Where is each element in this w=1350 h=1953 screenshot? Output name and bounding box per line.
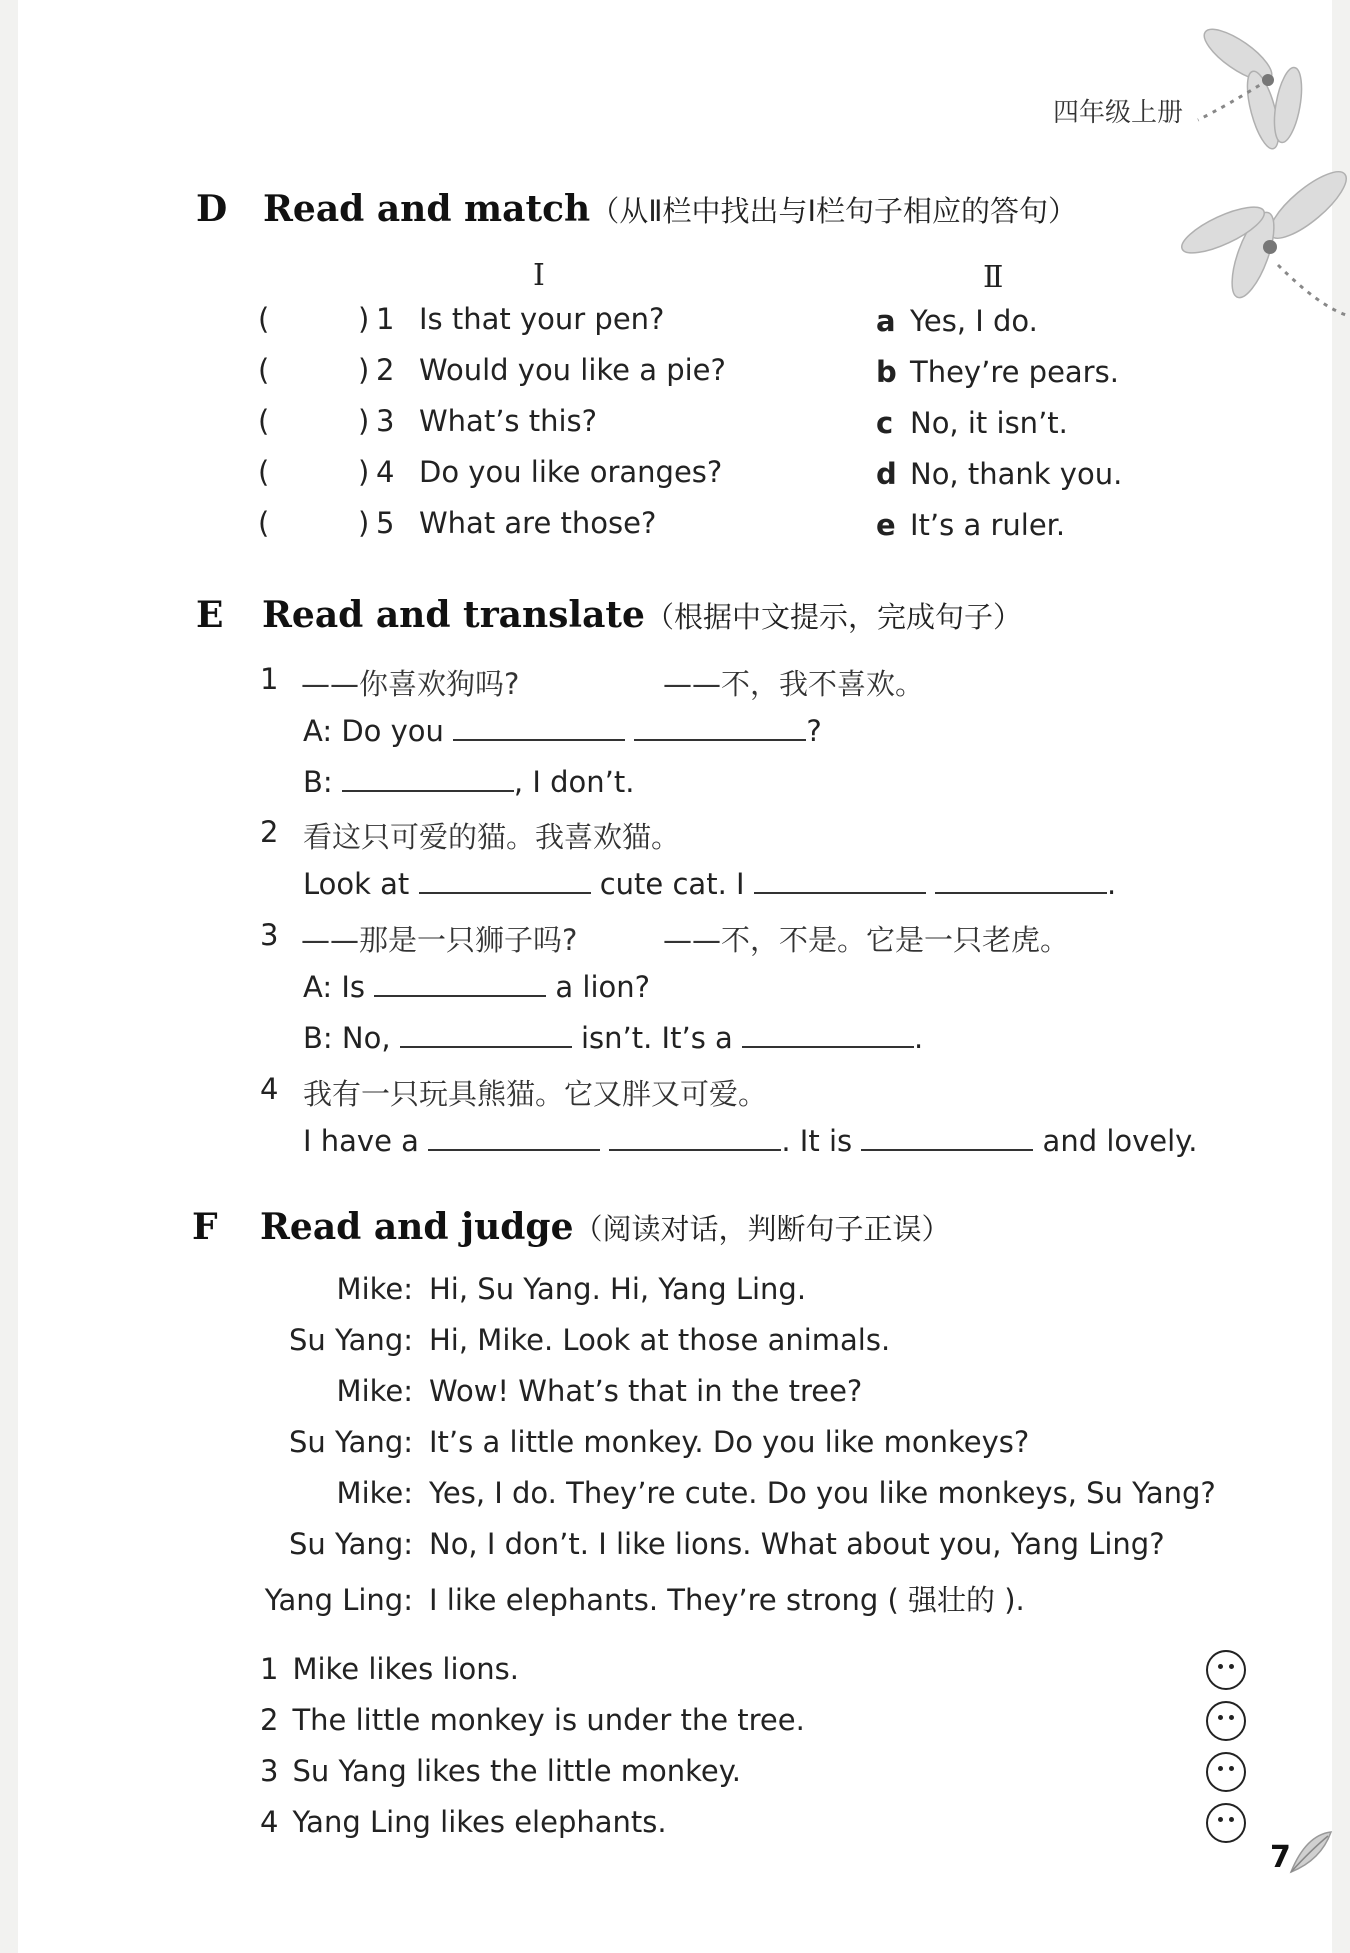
answer-letter: a — [876, 304, 896, 338]
answer-paren-close: ) — [358, 404, 370, 438]
section-d-heading — [263, 188, 1077, 230]
judge-face-icon[interactable] — [1206, 1752, 1246, 1792]
dialogue-text: No, I don’t. I like lions. What about you, Yang Ling? — [429, 1527, 1165, 1561]
face-eye — [1229, 1664, 1234, 1669]
dialogue-text: It’s a little monkey. Do you like monkeys? — [429, 1425, 1030, 1459]
judge-statement — [260, 1703, 805, 1737]
answer-blank[interactable] — [400, 1020, 572, 1048]
dialogue-line — [263, 1272, 806, 1306]
answer-paren-close: ) — [358, 353, 370, 387]
section-e-note: （根据中文提示，完成句子） — [644, 600, 1022, 634]
answer-letter: c — [876, 406, 894, 440]
judge-statement — [260, 1652, 519, 1686]
question-3-chinese-a: ——那是一只狮子吗? — [301, 923, 578, 957]
dialogue-line — [263, 1578, 1025, 1619]
answer-text: It’s a ruler. — [910, 508, 1066, 542]
answer-letter: d — [876, 457, 897, 491]
speaker-name: Yang Ling: — [264, 1583, 413, 1617]
question-text: Is that your pen? — [419, 302, 665, 336]
statement-text: The little monkey is under the tree. — [292, 1703, 805, 1737]
line-text: a lion? — [555, 970, 651, 1004]
answer-paren-open: ( — [258, 506, 270, 540]
face-eye — [1218, 1715, 1223, 1720]
question-3-chinese-b: ——不，不是。它是一只老虎。 — [663, 923, 1070, 957]
face-eye — [1229, 1715, 1234, 1720]
section-e-letter: E — [196, 594, 224, 636]
statement-number: 4 — [260, 1805, 279, 1839]
line-text: isn’t. It’s a — [580, 1021, 733, 1055]
workbook-page — [18, 0, 1332, 1953]
answer-text: Yes, I do. — [910, 304, 1038, 338]
dialogue-text: I like elephants. They’re strong ( 强壮的 ). — [429, 1583, 1025, 1617]
question-1-line-b — [303, 764, 634, 799]
page-number: 7 — [1270, 1840, 1291, 1875]
question-1-chinese-a: ——你喜欢狗吗? — [301, 667, 520, 701]
leaf-icon — [1286, 1830, 1336, 1880]
question-4-line — [303, 1123, 1197, 1158]
section-e-heading — [262, 594, 1022, 636]
dialogue-line — [263, 1374, 862, 1408]
question-2-line — [303, 866, 1116, 901]
section-d-note: （从Ⅱ栏中找出与Ⅰ栏句子相应的答句） — [590, 194, 1078, 228]
answer-paren-close: ) — [358, 506, 370, 540]
question-text: What are those? — [419, 506, 657, 540]
answer-blank[interactable] — [754, 866, 926, 894]
question-text: Do you like oranges? — [419, 455, 723, 489]
question-4-chinese: 我有一只玩具熊猫。它又胖又可爱。 — [303, 1077, 768, 1111]
dialogue-line — [263, 1323, 890, 1357]
section-f-note: （阅读对话，判断句子正误） — [573, 1212, 951, 1246]
line-text: . It is — [781, 1124, 853, 1158]
section-e-title: Read and translate — [262, 594, 645, 636]
dialogue-line — [263, 1527, 1165, 1561]
statement-number: 2 — [260, 1703, 279, 1737]
section-f-letter: F — [192, 1206, 218, 1248]
statement-number: 1 — [260, 1652, 279, 1686]
speaker-name: Mike: — [336, 1374, 413, 1408]
face-eye — [1218, 1766, 1223, 1771]
answer-letter: b — [876, 355, 897, 389]
answer-text: They’re pears. — [910, 355, 1119, 389]
question-1-line-a — [303, 713, 822, 748]
answer-blank[interactable] — [374, 969, 546, 997]
line-text: , I don’t. — [513, 765, 635, 799]
answer-blank[interactable] — [428, 1123, 600, 1151]
line-text: ? — [806, 714, 822, 748]
statement-text: Yang Ling likes elephants. — [292, 1805, 667, 1839]
question-2-number: 2 — [260, 815, 279, 849]
line-text: B: No, — [303, 1021, 391, 1055]
line-text: . — [1107, 867, 1117, 901]
answer-paren-open: ( — [258, 404, 270, 438]
speaker-name: Su Yang: — [288, 1527, 413, 1561]
question-3-number: 3 — [260, 918, 279, 952]
question-text: Would you like a pie? — [419, 353, 726, 387]
answer-blank[interactable] — [342, 764, 514, 792]
statement-number: 3 — [260, 1754, 279, 1788]
question-1-number: 1 — [260, 662, 279, 696]
answer-blank[interactable] — [609, 1123, 781, 1151]
answer-text: No, thank you. — [910, 457, 1123, 491]
question-3-line-b — [303, 1020, 923, 1055]
answer-paren-open: ( — [258, 353, 270, 387]
section-f-title: Read and judge — [260, 1206, 574, 1248]
question-3-line-a — [303, 969, 650, 1004]
answer-blank[interactable] — [935, 866, 1107, 894]
answer-paren-open: ( — [258, 455, 270, 489]
answer-blank[interactable] — [634, 713, 806, 741]
speaker-name: Su Yang: — [288, 1323, 413, 1357]
match-answer-box[interactable] — [276, 508, 356, 542]
judge-face-icon[interactable] — [1206, 1650, 1246, 1690]
match-answer-box[interactable] — [276, 406, 356, 440]
column-2-heading: Ⅱ — [983, 260, 1004, 295]
section-d-title: Read and match — [263, 188, 591, 230]
question-4-number: 4 — [260, 1072, 279, 1106]
question-text: What’s this? — [419, 404, 598, 438]
question-1-chinese-b: ——不，我不喜欢。 — [663, 667, 925, 701]
answer-blank[interactable] — [453, 713, 625, 741]
answer-text: No, it isn’t. — [910, 406, 1068, 440]
item-number: 3 — [376, 404, 395, 438]
dialogue-text: Wow! What’s that in the tree? — [429, 1374, 863, 1408]
answer-paren-close: ) — [358, 455, 370, 489]
match-answer-box[interactable] — [276, 304, 356, 338]
speaker-name: Su Yang: — [288, 1425, 413, 1459]
line-text: . — [914, 1021, 924, 1055]
item-number: 2 — [376, 353, 395, 387]
dragonfly-decoration-icon — [1168, 15, 1348, 355]
answer-blank[interactable] — [419, 866, 591, 894]
line-text: A: Is — [303, 970, 365, 1004]
judge-face-icon[interactable] — [1206, 1803, 1246, 1843]
line-text: I have a — [303, 1124, 419, 1158]
book-label: 四年级上册 — [1053, 98, 1184, 128]
face-eye — [1229, 1766, 1234, 1771]
answer-blank[interactable] — [861, 1123, 1033, 1151]
line-text: A: Do you — [303, 714, 444, 748]
line-text: cute cat. I — [599, 867, 745, 901]
statement-text: Su Yang likes the little monkey. — [292, 1754, 742, 1788]
answer-blank[interactable] — [742, 1020, 914, 1048]
section-d-letter: D — [196, 188, 228, 230]
item-number: 1 — [376, 302, 395, 336]
item-number: 4 — [376, 455, 395, 489]
line-text: and lovely. — [1042, 1124, 1198, 1158]
line-text: Look at — [303, 867, 410, 901]
dialogue-text: Hi, Su Yang. Hi, Yang Ling. — [429, 1272, 807, 1306]
answer-letter: e — [876, 508, 896, 542]
dialogue-line — [263, 1425, 1029, 1459]
judge-statement — [260, 1805, 667, 1839]
speaker-name: Mike: — [336, 1476, 413, 1510]
column-1-heading: Ⅰ — [533, 258, 545, 293]
dialogue-text: Hi, Mike. Look at those animals. — [429, 1323, 891, 1357]
section-f-heading — [260, 1206, 951, 1248]
match-answer-box[interactable] — [276, 457, 356, 491]
item-number: 5 — [376, 506, 395, 540]
face-eye — [1218, 1664, 1223, 1669]
judge-statement — [260, 1754, 741, 1788]
speaker-name: Mike: — [336, 1272, 413, 1306]
answer-paren-open: ( — [258, 302, 270, 336]
dialogue-text: Yes, I do. They’re cute. Do you like monkeys, Su Yang? — [429, 1476, 1216, 1510]
dialogue-line — [263, 1476, 1216, 1510]
match-answer-box[interactable] — [276, 355, 356, 389]
answer-paren-close: ) — [358, 302, 370, 336]
statement-text: Mike likes lions. — [292, 1652, 519, 1686]
question-2-chinese: 看这只可爱的猫。我喜欢猫。 — [303, 820, 681, 854]
face-eye — [1218, 1817, 1223, 1822]
line-text: B: — [303, 765, 333, 799]
judge-face-icon[interactable] — [1206, 1701, 1246, 1741]
face-eye — [1229, 1817, 1234, 1822]
